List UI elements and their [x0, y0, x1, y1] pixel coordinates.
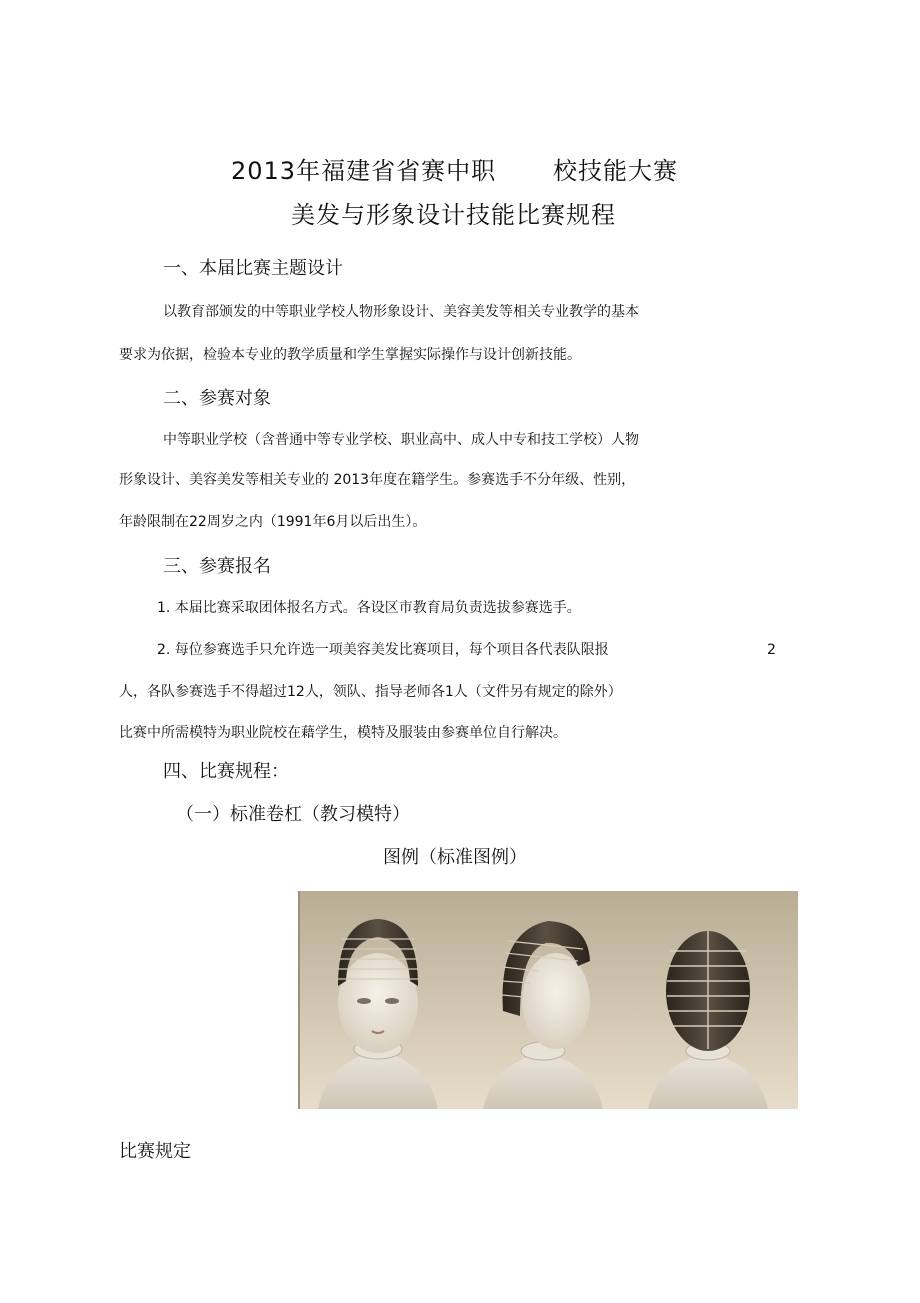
section1-heading: 一、本届比赛主题设计: [163, 258, 343, 279]
section2-para-line2: 形象设计、美容美发等相关专业的 2013年度在籍学生。参赛选手不分年级、性别，: [119, 472, 636, 488]
figure-caption: 图例（标准图例）: [383, 847, 527, 868]
section4-heading: 四、比赛规程：: [163, 761, 289, 782]
section3-item2-line3: 比赛中所需模特为职业院校在藉学生，模特及服装由参赛单位自行解决。: [119, 725, 567, 741]
footer-heading: 比赛规定: [119, 1141, 191, 1162]
perm-rod-reference-image: [298, 891, 798, 1109]
section3-heading: 三、参赛报名: [163, 556, 271, 577]
title-line1-part1: 2013年福建省省赛中职: [231, 157, 497, 185]
section2-para-line3: 年龄限制在22周岁之内（1991年6月以后出生）。: [119, 514, 427, 530]
section4-subheading: （一）标准卷杠（教习模特）: [176, 804, 410, 825]
section3-item2-number: 2: [767, 642, 776, 658]
section3-item2-line2: 人，各队参赛选手不得超过12人，领队、指导老师各1人（文件另有规定的除外）: [119, 684, 622, 700]
title-line2: 美发与形象设计技能比赛规程: [291, 201, 616, 229]
section1-para-line1: 以教育部颁发的中等职业学校人物形象设计、美容美发等相关专业教学的基本: [163, 304, 639, 320]
title-line1-part2: 校技能大赛: [553, 157, 678, 185]
section3-item1: 1. 本届比赛采取团体报名方式。各设区市教育局负责选拔参赛选手。: [157, 600, 581, 616]
section2-para-line1: 中等职业学校（含普通中等专业学校、职业高中、成人中专和技工学校）人物: [163, 432, 639, 448]
section1-para-line2: 要求为依据，检验本专业的教学质量和学生掌握实际操作与设计创新技能。: [119, 347, 581, 363]
section2-heading: 二、参赛对象: [163, 388, 271, 409]
section3-item2-line1: 2. 每位参赛选手只允许选一项美容美发比赛项目，每个项目各代表队限报: [157, 642, 609, 658]
